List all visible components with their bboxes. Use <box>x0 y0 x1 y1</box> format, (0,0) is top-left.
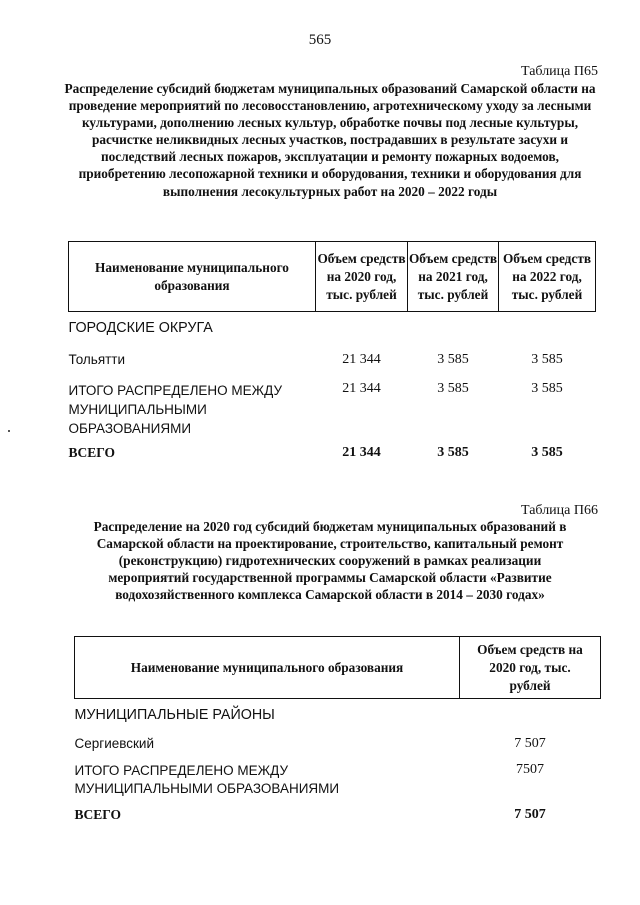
row-value-2022: 3 585 <box>531 351 563 367</box>
header-amount-2020: Объем средств на 2020 год, тыс. рублей <box>460 637 601 699</box>
row-name: Сергиевский <box>74 735 154 751</box>
total-row <box>69 440 596 470</box>
header-amount-2021: Объем средств на 2021 год, тыс. рублей <box>408 242 499 312</box>
table-title-p65: Распределение субсидий бюджетам муниципальных образований Самарской области на проведение мероприятий по лесовосстановлению, агротехническому уходу за лесными культурами, дополнению лесных культур, обработке почвы под лесные культуры, расчистке неликвидных лесных участков, пострадавших в результате засухи и последствий лесных пожаров, эксплуатации и ремонту пожарных водоемов, приобретению лесопожарной техники и оборудования, техники и оборудования для выполнения лесокультурных работ на 2020 – 2022 годы <box>64 81 596 199</box>
total-value-2022: 3 585 <box>531 444 563 460</box>
header-municipality: Наименование муниципального образования <box>75 637 460 699</box>
row-name: ИТОГО РАСПРЕДЕЛЕНО МЕЖДУ МУНИЦИПАЛЬНЫМИ ОБРАЗОВАНИЯМИ <box>74 762 340 796</box>
header-amount-2022: Объем средств на 2022 год, тыс. рублей <box>499 242 596 312</box>
table-row <box>69 372 596 440</box>
header-amount-2020: Объем средств на 2020 год, тыс. рублей <box>316 242 408 312</box>
scan-speck <box>8 430 10 432</box>
table-label-p66: Таблица П66 <box>521 503 598 518</box>
total-row <box>75 803 601 831</box>
row-value-2020: 21 344 <box>342 351 381 367</box>
table-row <box>69 342 596 372</box>
row-name: Тольятти <box>68 351 126 367</box>
total-label: ВСЕГО <box>68 444 116 460</box>
row-value-2020: 21 344 <box>342 380 381 396</box>
total-value-2021: 3 585 <box>437 444 469 460</box>
row-value-2020: 7 507 <box>514 735 546 751</box>
row-value-2020: 7507 <box>516 761 544 777</box>
section-heading: МУНИЦИПАЛЬНЫЕ РАЙОНЫ <box>74 707 275 723</box>
table-label-p65: Таблица П65 <box>521 64 598 79</box>
page-number: 565 <box>308 32 332 48</box>
row-value-2022: 3 585 <box>531 380 563 396</box>
total-value-2020: 7 507 <box>514 806 546 822</box>
total-label: ВСЕГО <box>74 806 122 822</box>
subsidy-table-p65 <box>68 241 596 470</box>
row-value-2021: 3 585 <box>437 351 469 367</box>
header-municipality: Наименование муниципального образования <box>69 242 316 312</box>
row-name: ИТОГО РАСПРЕДЕЛЕНО МЕЖДУ МУНИЦИПАЛЬНЫМИ ОБРАЗОВАНИЯМИ <box>68 382 283 436</box>
table-title-p66: Распределение на 2020 год субсидий бюджетам муниципальных образований в Самарской области на проектирование, строительство, капитальный ремонт (реконструкцию) гидротехнических сооружений в рамках реализации мероприятий государственной программы Самарской области «Развитие водохозяйственного комплекса Самарской области в 2014 – 2030 годах» <box>93 519 567 603</box>
section-heading: ГОРОДСКИЕ ОКРУГА <box>68 320 213 336</box>
total-value-2020: 21 344 <box>342 444 381 460</box>
row-value-2021: 3 585 <box>437 380 469 396</box>
table-row <box>75 757 601 803</box>
subsidy-table-p66 <box>74 636 601 831</box>
table-row <box>75 729 601 757</box>
